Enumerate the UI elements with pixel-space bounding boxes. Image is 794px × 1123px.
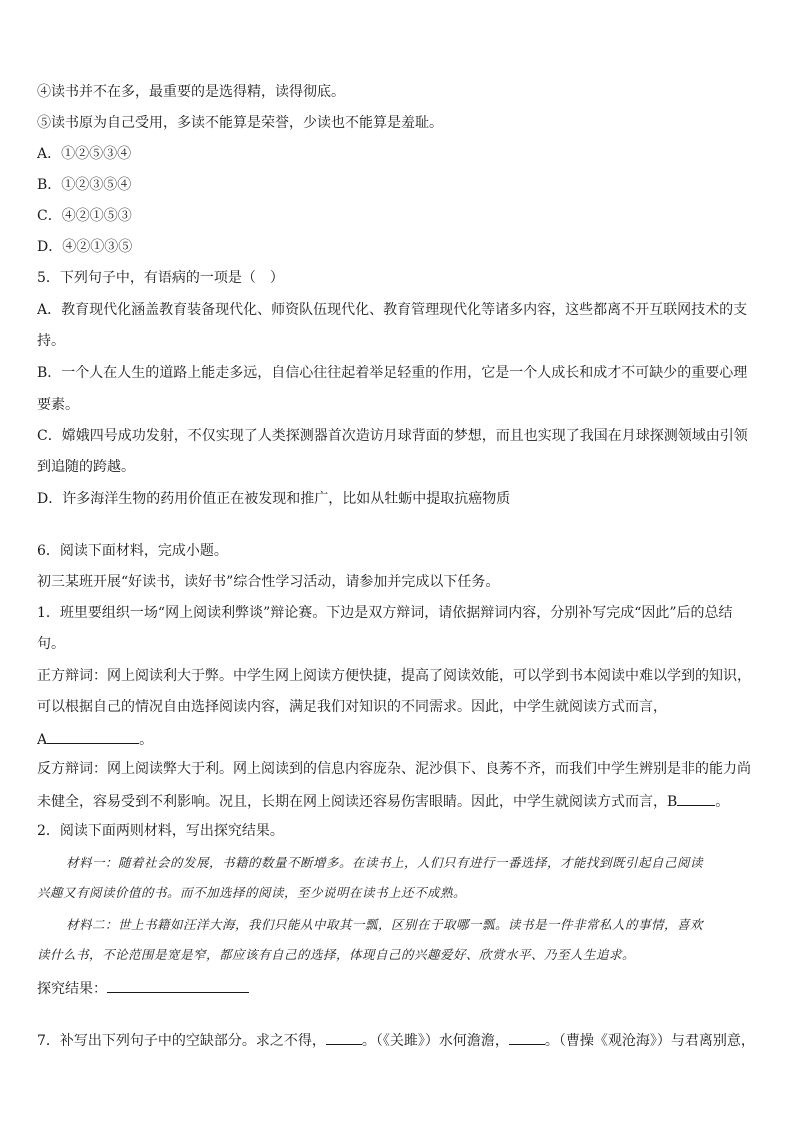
q5-choice-c-line2: 到追随的跨越。 <box>37 459 135 475</box>
result-label: 探究结果： <box>37 981 107 997</box>
choice-b: B．①②③⑤④ <box>37 177 132 193</box>
question-7-text-c: 。（曹操《观沧海》）与君离别意， <box>544 1033 755 1049</box>
negative-argument-line1: 反方辩词：网上阅读弊大于利。网上阅读到的信息内容庞杂、泥沙俱下、良莠不齐，而我们中学生辨别是非的能力尚 <box>37 761 751 777</box>
result-blank[interactable] <box>107 978 249 993</box>
result-line <box>37 978 761 998</box>
question-6-intro: 初三某班开展“好读书，读好书”综合性学习活动，请参加并完成以下任务。 <box>37 574 500 590</box>
choice-c: C．④②①⑤③ <box>37 208 132 224</box>
question-5-stem: 5．下列句子中，有语病的一项是（ ） <box>37 270 284 286</box>
positive-argument-line2: 可以根据自己的情况自由选择阅读内容，满足我们对知识的不同需求。因此，中学生就阅读方式而言， <box>37 699 667 715</box>
positive-argument-line1: 正方辩词：网上阅读利大于弊。中学生网上阅读方便快捷，提高了阅读效能，可以学到书本阅读中难以学到的知识， <box>37 668 751 684</box>
q5-choice-c-line1: C．嫦娥四号成功发射，不仅实现了人类探测器首次造访月球背面的梦想，而且也实现了我国在月球探测领域由引领 <box>37 428 748 444</box>
negative-argument-line2 <box>37 791 761 811</box>
answer-blank-a[interactable] <box>47 729 139 744</box>
task-1-line2: 句。 <box>37 636 65 652</box>
option-item-5: ⑤读书原为自己受用，多读不能算是荣誉，少读也不能算是羞耻。 <box>37 115 443 131</box>
option-item-4: ④读书并不在多，最重要的是选得精，读得彻底。 <box>37 84 345 100</box>
task-1-line1: 1．班里要组织一场“网上阅读利弊谈”辩论赛。下边是双方辩词，请依据辩词内容，分别补写完成“因此”后的总结 <box>37 605 733 621</box>
period: 。 <box>139 732 154 748</box>
answer-blank-b[interactable] <box>677 791 715 806</box>
material-1-line2: 兴趣又有阅读价值的书。而不加选择的阅读，至少说明在读书上还不成熟。 <box>37 885 467 900</box>
choice-d: D．④②①③⑤ <box>37 239 133 255</box>
material-2-line1: 材料二：世上书籍如汪洋大海，我们只能从中取其一瓢，区别在于取哪一瓢。读书是一件非常私人的事情，喜欢 <box>66 917 704 932</box>
q5-choice-a-line1: A．教育现代化涵盖教育装备现代化、师资队伍现代化、教育管理现代化等诸多内容，这些都离不开互联网技术的支 <box>37 302 748 318</box>
q5-choice-d: D．许多海洋生物的药用价值正在被发现和推广，比如从牡蛎中提取抗癌物质 <box>37 491 511 507</box>
task-2-stem: 2．阅读下面两则材料，写出探究结果。 <box>37 823 284 839</box>
material-1-line1: 材料一：随着社会的发展，书籍的数量不断增多。在读书上，人们只有进行一番选择，才能找到既引起自己阅读 <box>66 855 704 870</box>
positive-answer-line <box>37 729 761 749</box>
q5-choice-b-line2: 要素。 <box>37 397 79 413</box>
q7-blank-2[interactable] <box>509 1030 545 1045</box>
period: 。 <box>715 794 730 810</box>
answer-label-a: A <box>37 732 48 748</box>
question-6-stem: 6．阅读下面材料，完成小题。 <box>37 543 228 559</box>
question-7 <box>37 1030 761 1050</box>
choice-a: A．①②⑤③④ <box>37 146 132 162</box>
negative-argument-text: 未健全，容易受到不利影响。况且，长期在网上阅读还容易伤害眼睛。因此，中学生就阅读方式而言，B <box>37 794 678 810</box>
question-7-text-b: 。（《关雎》）水何澹澹， <box>361 1033 509 1049</box>
q5-choice-b-line1: B．一个人在人生的道路上能走多远，自信心往往起着举足轻重的作用，它是一个人成长和成才不可缺少的重要心理 <box>37 365 748 381</box>
q5-choice-a-line2: 持。 <box>37 333 65 349</box>
material-2-line2: 读什么书，不论范围是宽是窄，都应该有自己的选择，体现自己的兴趣爱好、欣赏水平、乃至人生追求。 <box>37 947 636 962</box>
question-7-text-a: 7．补写出下列句子中的空缺部分。求之不得， <box>37 1033 326 1049</box>
q7-blank-1[interactable] <box>326 1030 362 1045</box>
